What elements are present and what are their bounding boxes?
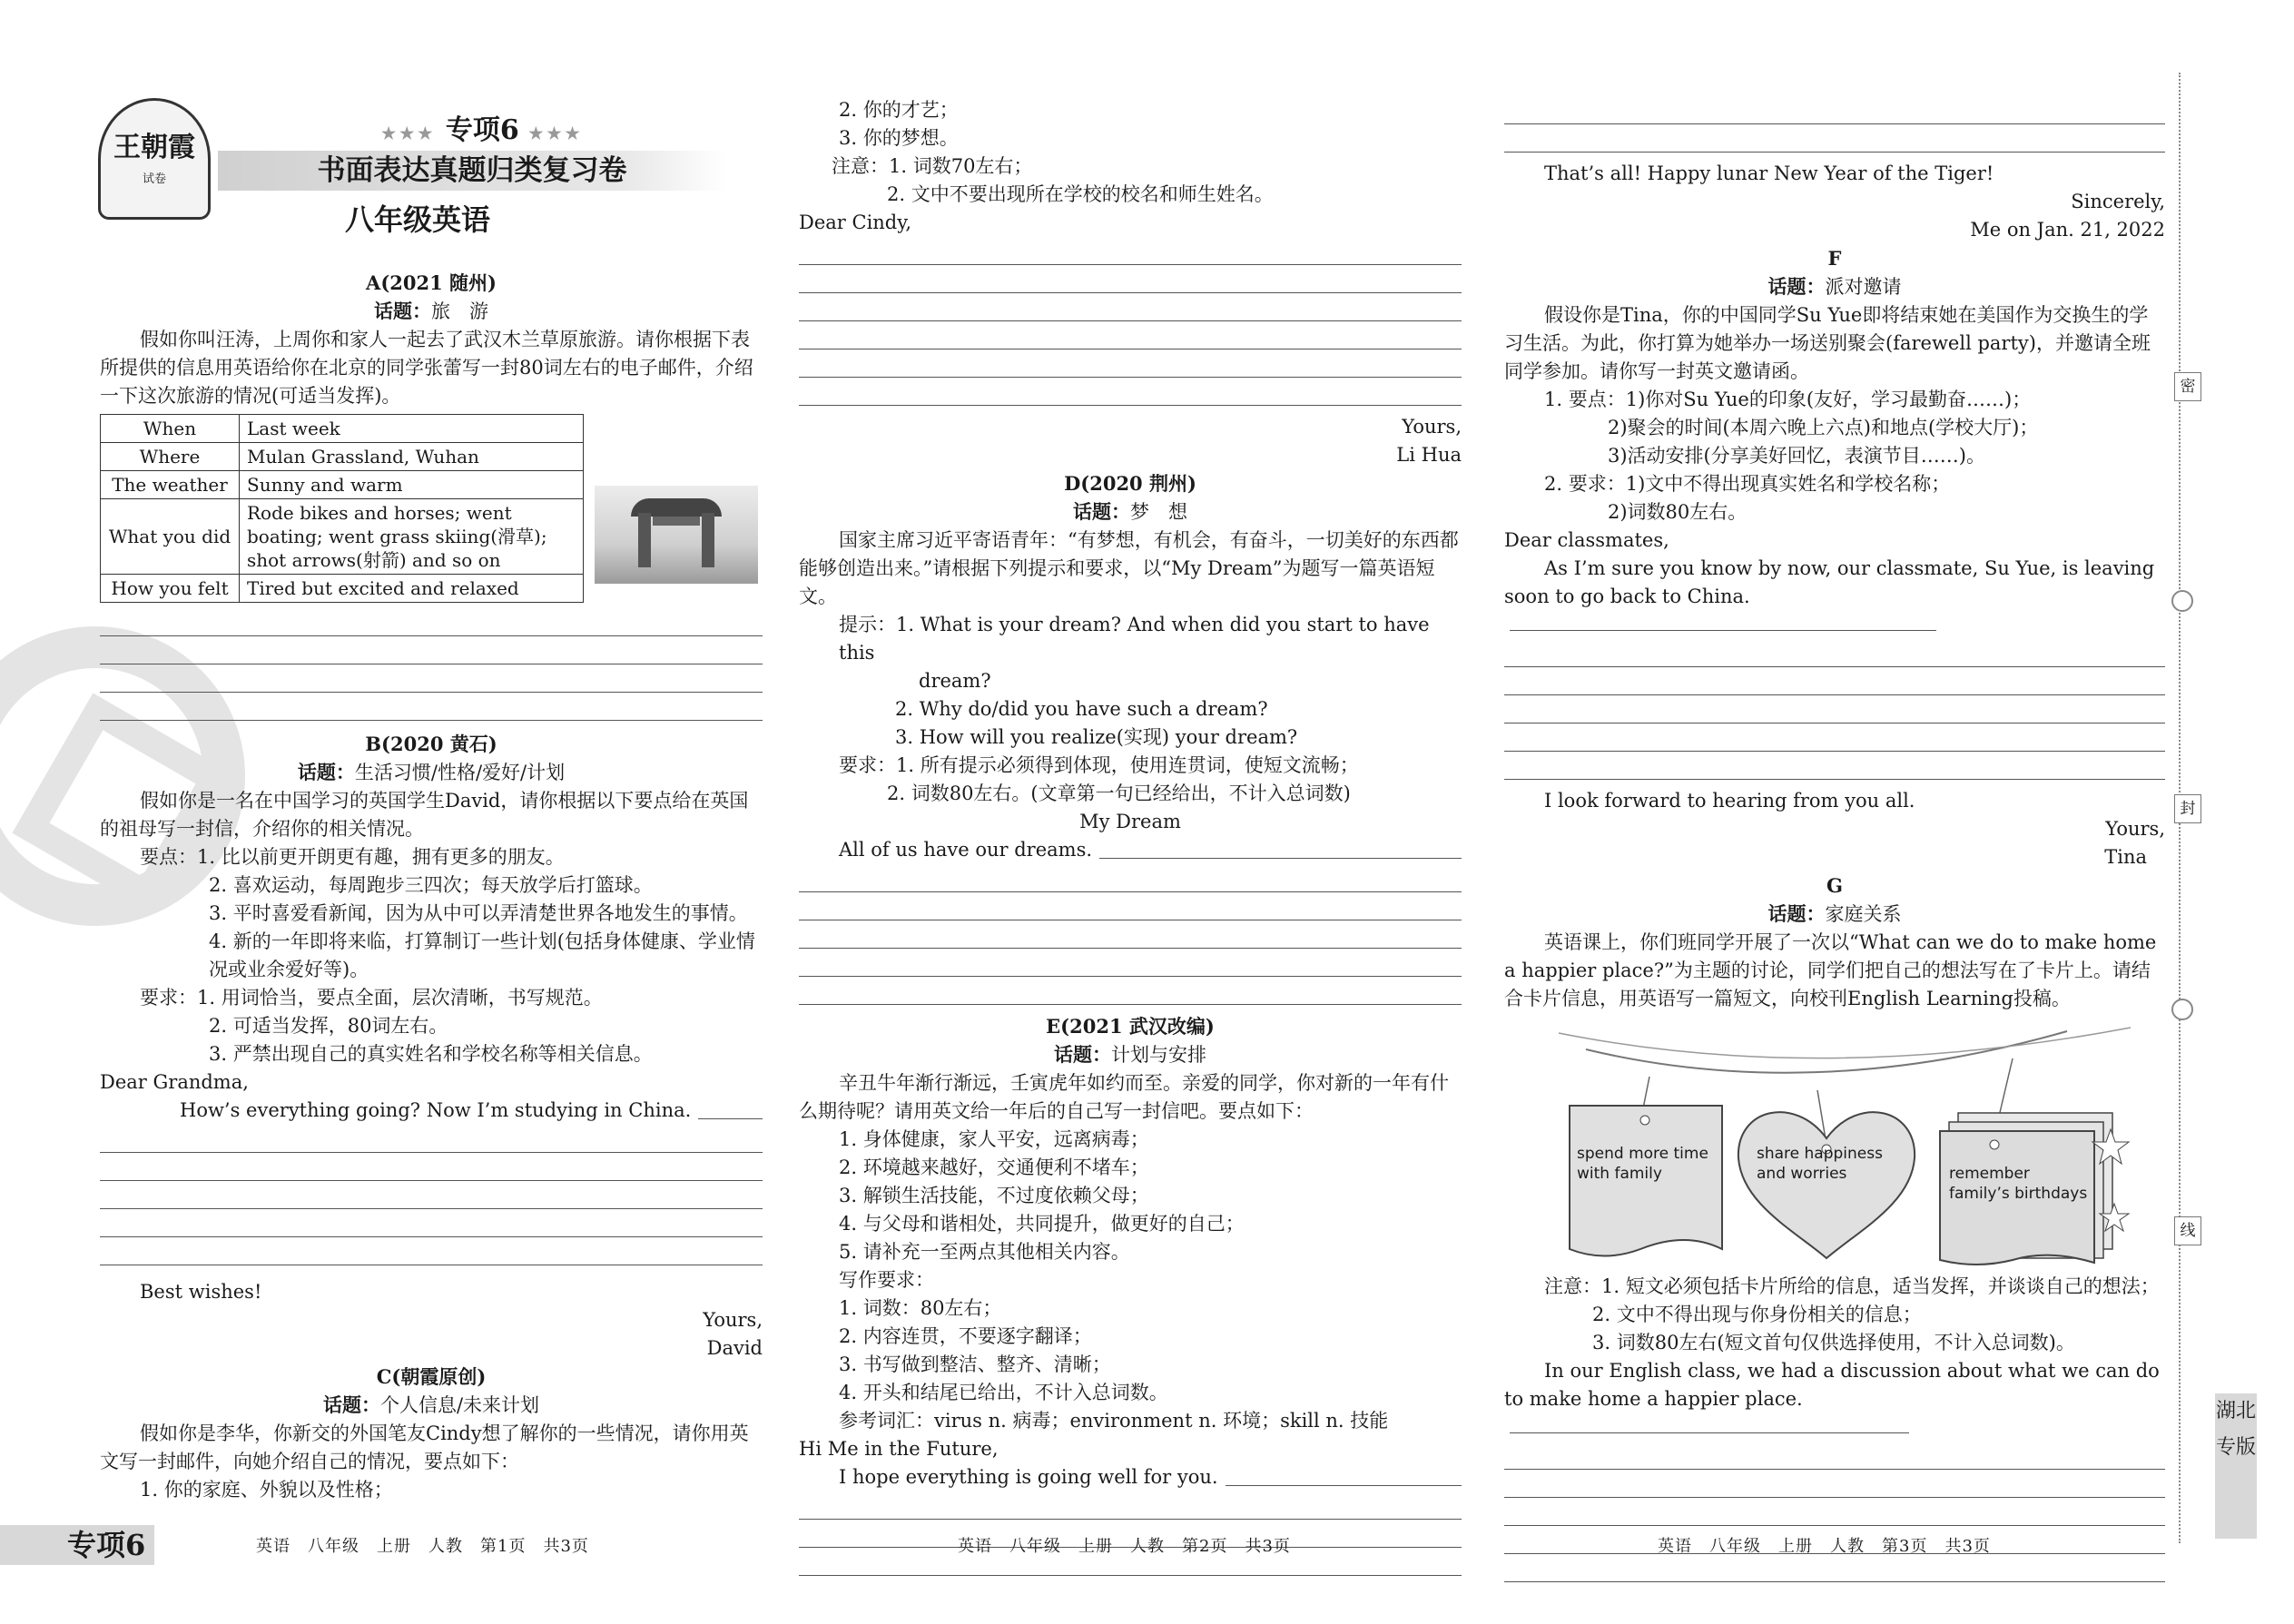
- letter-salutation: Dear Grandma,: [100, 1071, 249, 1093]
- table-value: Mulan Grassland, Wuhan: [240, 443, 584, 471]
- list-item: 3)活动安排(分享美好回忆，表演节目……)。: [1608, 445, 1985, 467]
- letter-sign: Sincerely,: [2071, 191, 2165, 212]
- section-a-heading: A(2021 随州): [366, 271, 497, 294]
- writing-req-label: 写作要求：: [839, 1269, 934, 1291]
- section-d-prompt: 国家主席习近平寄语青年：“有梦想，有机会，有奋斗，一切美好的东西都能够创造出来。”请根据下列提示和要求，以“My Dream”为题写一篇英语短文。: [799, 529, 1459, 607]
- table-value: Last week: [240, 415, 584, 443]
- section-e-prompt: 辛丑牛年渐行渐远，壬寅虎年如约而至。亲爱的同学，你对新的一年有什么期待呢？请用英文给一年后的自己写一封信吧。要点如下：: [799, 1072, 1449, 1122]
- note-item: 2. 文中不得出现与你身份相关的信息；: [1592, 1304, 1922, 1325]
- answer-line[interactable]: [799, 892, 1462, 920]
- table-row: [101, 415, 584, 443]
- answer-line[interactable]: [799, 920, 1462, 949]
- binding-hole: [2171, 590, 2193, 612]
- list-item: 1. 你的家庭、外貌以及性格；: [140, 1479, 393, 1501]
- list-item: 2. 内容连贯，不要逐字翻译；: [839, 1325, 1092, 1347]
- section-b-points: 要点：1. 比以前更开朗更有趣，拥有更多的朋友。: [140, 846, 565, 868]
- note-item: 注意：1. 短文必须包括卡片所给的信息，适当发挥，并谈谈自己的想法；: [1544, 1275, 2160, 1297]
- table-key: Where: [101, 443, 240, 471]
- list-item: 1. 要点：1)你对Su Yue的印象(友好，学习最勤奋……)；: [1544, 389, 2032, 410]
- idea-cards: [1504, 1022, 2165, 1267]
- answer-line[interactable]: [799, 977, 1462, 1005]
- table-row: [101, 499, 584, 575]
- logo-sub: 试卷: [142, 172, 166, 186]
- section-g-topic: 话题：家庭关系: [1767, 902, 1902, 925]
- answer-line[interactable]: [100, 693, 763, 721]
- section-d-topic: 话题：梦 想: [1073, 500, 1187, 523]
- essay-title: My Dream: [1079, 811, 1181, 832]
- answer-line[interactable]: [1504, 667, 2165, 695]
- list-item: 4. 开头和结尾已给出，不计入总词数。: [839, 1382, 1168, 1403]
- section-b-prompt: 假如你是一名在中国学习的英国学生David，请你根据以下要点给在英国的祖母写一封信，介绍你的相关情况。: [100, 790, 749, 840]
- answer-line[interactable]: [1504, 1470, 2165, 1498]
- essay-opening: All of us have our dreams.: [799, 836, 1462, 864]
- answer-line[interactable]: [799, 949, 1462, 977]
- list-item: 3. 严禁出现自己的真实姓名和学校名称等相关信息。: [209, 1043, 653, 1065]
- section-d-heading: D(2020 荆州): [1064, 472, 1196, 495]
- answer-line[interactable]: [698, 1097, 763, 1119]
- letter-closing: I look forward to hearing from you all.: [1544, 790, 1915, 812]
- letter-name: Tina: [2104, 846, 2147, 868]
- answer-line[interactable]: [100, 1181, 763, 1209]
- footer-page-1: 英语 八年级 上册 人教 第1页 共3页: [256, 1537, 589, 1556]
- hint-item: dream?: [919, 670, 991, 692]
- series-label: 专项6: [445, 114, 519, 146]
- answer-line[interactable]: [1504, 639, 2165, 667]
- vocab-note: 参考词汇：virus n. 病毒；environment n. 环境；skill n. 技能: [839, 1410, 1389, 1432]
- list-item: 4. 新的一年即将来临，打算制订一些计划(包括身体健康、学业情况或业余爱好等)。: [209, 930, 755, 980]
- footer-page-3: 英语 八年级 上册 人教 第3页 共3页: [1658, 1537, 1991, 1556]
- essay-opening: In our English class, we had a discussion about what we can do to make home a happier place.: [1504, 1357, 2165, 1442]
- letter-closing: Best wishes!: [140, 1281, 262, 1303]
- section-g-heading: G: [1826, 874, 1843, 897]
- list-item: 1. 词数：80左右；: [839, 1297, 1002, 1319]
- answer-line[interactable]: [100, 664, 763, 693]
- table-value: Rode bikes and horses; went boating; went grass skiing(滑草); shot arrows(射箭) and so on: [240, 499, 584, 575]
- table-key: The weather: [101, 471, 240, 499]
- answer-line[interactable]: [799, 237, 1462, 265]
- answer-line[interactable]: [100, 1125, 763, 1153]
- section-g-prompt: 英语课上，你们班同学开展了一次以“What can we do to make home a happier place?”为主题的讨论，同学们把自己的想法写在了卡片上。请结合卡片信息，用英语写一篇短文，向校刊English Learning投稿。: [1504, 931, 2157, 1009]
- requirement-item: 2. 词数80左右。(文章第一句已经给出，不计入总词数): [887, 782, 1351, 804]
- column-1: [100, 0, 763, 1504]
- list-item: 5. 请补充一至两点其他相关内容。: [839, 1241, 1130, 1263]
- answer-line[interactable]: [1504, 96, 2165, 124]
- binding-mark: 密: [2174, 372, 2201, 401]
- answer-line[interactable]: [1226, 1463, 1462, 1486]
- answer-line[interactable]: [100, 1237, 763, 1265]
- letter-salutation: Dear classmates,: [1504, 529, 1669, 551]
- answer-line[interactable]: [799, 293, 1462, 321]
- list-item: 1. 身体健康，家人平安，远离病毒；: [839, 1128, 1149, 1150]
- list-item: 3. 你的梦想。: [839, 127, 959, 149]
- section-e-heading: E(2021 武汉改编): [1046, 1015, 1215, 1038]
- section-f-topic: 话题：派对邀请: [1767, 275, 1902, 298]
- hint-item: 3. How will you realize(实现) your dream?: [895, 726, 1298, 748]
- footer-series-tab: 专项6: [0, 1525, 154, 1565]
- letter-salutation: Hi Me in the Future,: [799, 1438, 999, 1460]
- letter-sign: Yours,: [2105, 818, 2165, 840]
- list-item: 2. 要求：1)文中不得出现真实姓名和学校名称；: [1544, 473, 1951, 495]
- card-text: share happiness and worries: [1757, 1145, 1883, 1183]
- letter-sign: Yours,: [1402, 416, 1462, 438]
- list-item: 3. 书写做到整洁、整齐、清晰；: [839, 1353, 1111, 1375]
- table-key: When: [101, 415, 240, 443]
- note-item: 注意：1. 词数70左右；: [832, 155, 1033, 177]
- answer-line[interactable]: [100, 636, 763, 664]
- section-b-topic: 话题：生活习惯/性格/爱好/计划: [297, 761, 566, 783]
- binding-hole: [2171, 999, 2193, 1020]
- series-label-wrap: ★★★ 专项6 ★★★: [381, 114, 584, 146]
- list-item: 2. 喜欢运动，每周跑步三四次；每天放学后打篮球。: [209, 874, 653, 896]
- binding-mark: 封: [2174, 794, 2201, 823]
- answer-line[interactable]: [100, 1153, 763, 1181]
- section-f-heading: F: [1827, 247, 1842, 270]
- letter-closing: That’s all! Happy lunar New Year of the Tiger!: [1544, 162, 1994, 184]
- footer-page-2: 英语 八年级 上册 人教 第2页 共3页: [958, 1537, 1291, 1556]
- answer-line[interactable]: [1504, 695, 2165, 723]
- section-b-heading: B(2020 黄石): [365, 733, 497, 755]
- list-item: 2. 你的才艺；: [839, 99, 959, 121]
- section-b-requirements: 要求：1. 用词恰当，要点全面，层次清晰，书写规范。: [140, 987, 603, 1009]
- table-value: Tired but excited and relaxed: [240, 575, 584, 603]
- answer-line[interactable]: [1504, 1554, 2165, 1582]
- note-item: 2. 文中不要出现所在学校的校名和师生姓名。: [887, 183, 1274, 205]
- letter-opening: I hope everything is going well for you.: [799, 1463, 1462, 1491]
- card-text: spend more time with family: [1577, 1145, 1708, 1183]
- column-2: [799, 0, 1462, 1576]
- answer-line[interactable]: [799, 321, 1462, 349]
- table-row: [101, 443, 584, 471]
- answer-line[interactable]: [1504, 752, 2165, 780]
- answer-line[interactable]: [100, 608, 763, 636]
- letter-name: Me on Jan. 21, 2022: [1970, 219, 2165, 241]
- hint-item: 提示：1. What is your dream? And when did you start to have this: [839, 614, 1430, 664]
- hint-item: 2. Why do/did you have such a dream?: [895, 698, 1268, 720]
- list-item: 3. 平时喜爱看新闻，因为从中可以弄清楚世界各地发生的事情。: [209, 902, 748, 924]
- section-e-topic: 话题：计划与安排: [1054, 1043, 1206, 1066]
- table-key: How you felt: [101, 575, 240, 603]
- section-c-topic: 话题：个人信息/未来计划: [322, 1393, 540, 1416]
- card-text: remember family’s birthdays: [1949, 1165, 2088, 1203]
- letter-name: David: [706, 1337, 763, 1359]
- column-3: [1504, 0, 2165, 1582]
- grade-title: 八年级英语: [345, 202, 491, 237]
- section-a-topic: 话题：旅 游: [374, 300, 488, 322]
- list-item: 2. 可适当发挥，80词左右。: [209, 1015, 448, 1037]
- letter-name: Li Hua: [1396, 444, 1462, 466]
- list-item: 4. 与父母和谐相处，共同提升，做更好的自己；: [839, 1213, 1245, 1235]
- list-item: 3. 解锁生活技能，不过度依赖父母；: [839, 1185, 1149, 1206]
- note-item: 3. 词数80左右(短文首句仅供选择使用，不计入总词数)。: [1592, 1332, 2075, 1353]
- letter-opening: As I’m sure you know by now, our classmate, Su Yue, is leaving soon to go back to China.: [1504, 555, 2165, 639]
- answer-line[interactable]: [1504, 124, 2165, 153]
- answer-line[interactable]: [1504, 1498, 2165, 1526]
- table-key: What you did: [101, 499, 240, 575]
- list-item: 2)词数80左右。: [1608, 501, 1748, 523]
- letter-sign: Yours,: [703, 1309, 763, 1331]
- list-item: 2. 环境越来越好，交通便利不堵车；: [839, 1156, 1149, 1178]
- requirement-item: 要求：1. 所有提示必须得到体现，使用连贯词，使短文流畅；: [839, 754, 1359, 776]
- logo-text: 王朝霞: [113, 132, 195, 163]
- section-a-prompt: 假如你叫汪涛，上周你和家人一起去了武汉木兰草原旅游。请你根据下表所提供的信息用英语给你在北京的同学张蕾写一封80词左右的电子邮件，介绍一下这次旅游的情况(可适当发挥)。: [100, 329, 753, 407]
- answer-line[interactable]: [100, 1209, 763, 1237]
- answer-line[interactable]: [799, 265, 1462, 293]
- answer-line[interactable]: [799, 378, 1462, 406]
- letter-salutation: Dear Cindy,: [799, 212, 912, 233]
- table-value: Sunny and warm: [240, 471, 584, 499]
- section-c-heading: C(朝霞原创): [376, 1365, 487, 1388]
- answer-line[interactable]: [1504, 723, 2165, 752]
- list-item: 2)聚会的时间(本周六晚上六点)和地点(学校大厅)；: [1608, 417, 2039, 438]
- answer-line[interactable]: [799, 349, 1462, 378]
- table-row: [101, 471, 584, 499]
- answer-line[interactable]: [1099, 836, 1462, 859]
- answer-line[interactable]: [799, 864, 1462, 892]
- table-row: [101, 575, 584, 603]
- edition-tab: 湖北专版: [2215, 1393, 2257, 1539]
- answer-line[interactable]: [799, 1491, 1462, 1520]
- answer-line[interactable]: [1510, 612, 1936, 631]
- page-title: 书面表达真题归类复习卷: [218, 151, 726, 191]
- info-table: [100, 414, 584, 603]
- binding-mark: 线: [2174, 1216, 2201, 1245]
- letter-opening: How’s everything going? Now I’m studying in China.: [100, 1097, 763, 1125]
- section-f-prompt: 假设你是Tina，你的中国同学Su Yue即将结束她在美国作为交换生的学习生活。为此，你打算为她举办一场送别聚会(farewell party)，并邀请全班同学参加。请你写一封英文邀请函。: [1504, 304, 2151, 382]
- section-c-prompt: 假如你是李华，你新交的外国笔友Cindy想了解你的一些情况，请你用英文写一封邮件，向她介绍自己的情况，要点如下：: [100, 1422, 749, 1472]
- answer-line[interactable]: [1510, 1414, 1909, 1433]
- answer-line[interactable]: [1504, 1442, 2165, 1470]
